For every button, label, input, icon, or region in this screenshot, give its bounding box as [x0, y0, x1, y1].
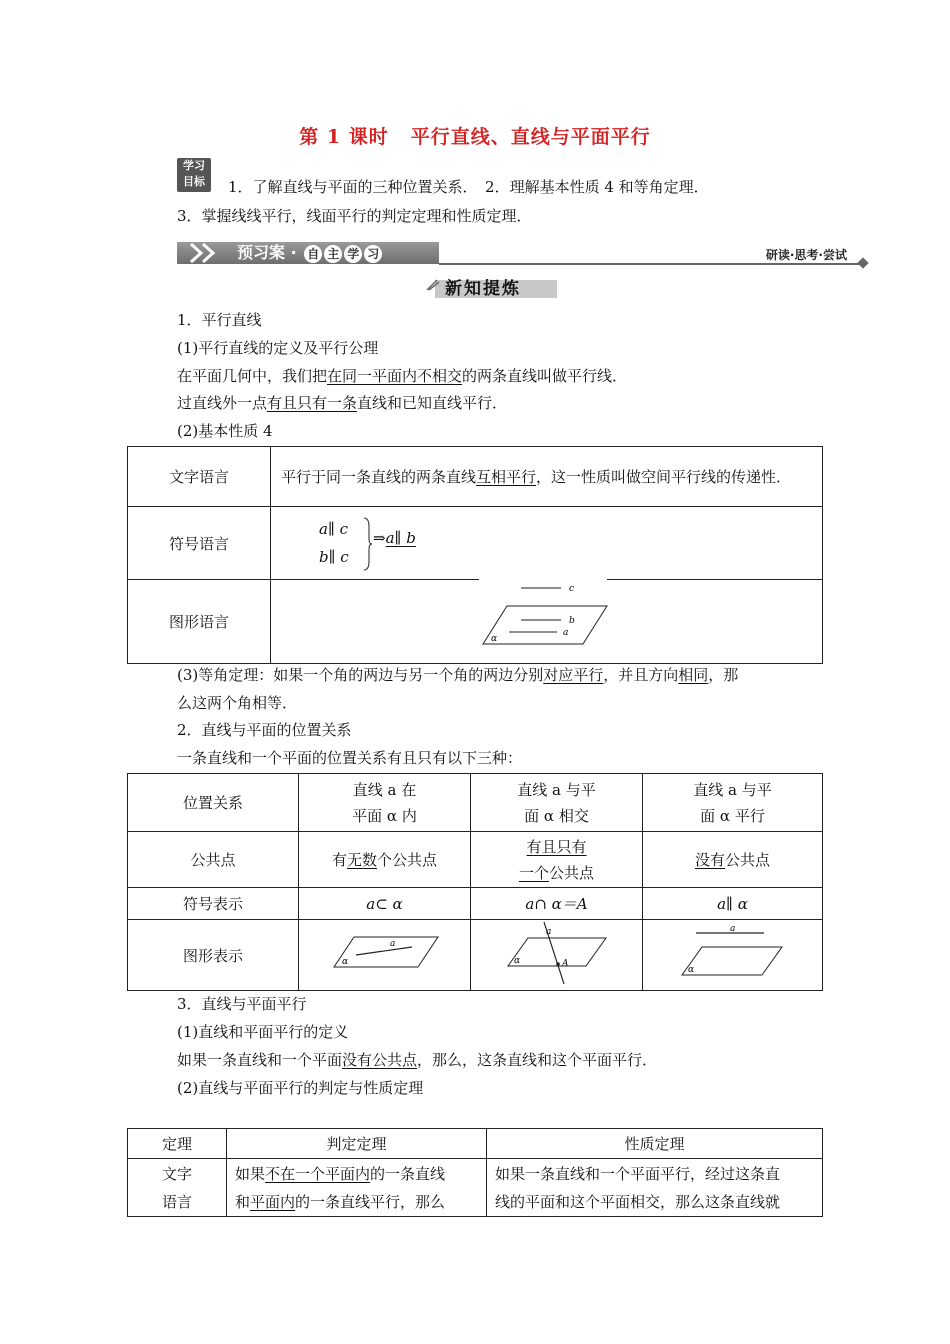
s1-paragraph-2 — [177, 392, 507, 413]
text: 的一条直线平行，那么 — [295, 1192, 446, 1211]
t2-cell-one — [471, 832, 643, 888]
fig-label-alpha: α — [687, 965, 694, 975]
t1-symbol-cell — [271, 507, 823, 580]
text: 面 α 平行 — [700, 806, 765, 825]
text: ，并且方向 — [603, 666, 679, 684]
diamond-icon — [857, 257, 868, 268]
text: 直线 a 在 — [352, 780, 417, 799]
fig-label-alpha: α — [491, 634, 498, 644]
banner-circle-4: 习 — [364, 245, 382, 263]
t3-header-1: 判定定理 — [227, 1129, 487, 1159]
s2-intro: 一条直线和一个平面的位置关系有且只有以下三种： — [177, 749, 523, 767]
text: 公共点 — [725, 851, 771, 869]
text: 如果一条直线和一个平面平行，经过这条直 — [495, 1164, 781, 1183]
t2-label-symbol: 符号表示 — [128, 888, 299, 920]
text: 个公共点 — [377, 851, 438, 869]
banner-rule — [439, 263, 867, 265]
symbol-result — [373, 529, 416, 547]
pen-icon — [425, 278, 441, 292]
symbol-line-2: b∥ c — [319, 548, 349, 566]
answer-underline: 没有 — [694, 851, 725, 869]
text: 的两条直线叫做平行线． — [462, 367, 628, 385]
fig-label-alpha: α — [513, 956, 520, 966]
text: 线的平面和这个平面相交，那么这条直线就 — [495, 1192, 781, 1211]
t1-figure-cell — [271, 580, 823, 664]
t2-symbol-parallel: a∥ α — [643, 888, 823, 920]
fig-label-a: a — [729, 924, 735, 934]
text: 平行于同一条直线的两条直线 — [281, 467, 477, 486]
fig-label-a: a — [545, 927, 551, 937]
text: 文字 — [161, 1164, 192, 1183]
goal-line-2: 3．掌握线线平行，线面平行的判定定理和性质定理． — [177, 207, 532, 225]
parallel-lines-figure — [481, 582, 621, 652]
fig-label-c: c — [569, 584, 575, 594]
s3-heading: 3．直线与平面平行 — [177, 995, 307, 1013]
text: 的一条直线 — [370, 1164, 446, 1183]
t1-label-figure: 图形语言 — [128, 580, 271, 664]
text: 有 — [331, 851, 347, 869]
s2-heading: 2．直线与平面的位置关系 — [177, 721, 352, 739]
t2-fig-in — [299, 920, 471, 991]
text: 直线 a 与平 — [517, 780, 596, 799]
t2-fig-intersect — [471, 920, 643, 991]
text: 公共点 — [549, 863, 595, 882]
text: 过直线外一点 — [177, 394, 268, 412]
learning-goals-badge — [177, 158, 211, 192]
subheading-text: 新知提炼 — [445, 279, 521, 299]
text: (3)等角定理：如果一个角的两边与另一个角的两边分别 — [177, 666, 544, 684]
s3-sub1: (1)直线和平面平行的定义 — [177, 1023, 349, 1041]
banner-right-text: 研读·思考·尝试 — [765, 248, 847, 262]
answer-underline: 有且只有 — [526, 837, 587, 856]
t3-header-2: 性质定理 — [487, 1129, 823, 1159]
t2-header-1 — [299, 774, 471, 832]
banner-label: 预习案 — [237, 243, 286, 262]
s1-sub1: (1)平行直线的定义及平行公理 — [177, 339, 379, 357]
answer-underline: 一个 — [518, 863, 549, 882]
text: ，这一性质叫做空间平行线的传递性． — [536, 467, 792, 486]
answer-underline: a∥ b — [385, 529, 416, 547]
preview-banner — [177, 238, 867, 266]
line-parallel-plane-figure — [678, 923, 788, 983]
fig-label-a: a — [389, 939, 395, 949]
answer-underline: 不在一个平面内 — [265, 1164, 371, 1183]
section-subheading — [425, 274, 557, 300]
text: 直线和已知直线平行． — [357, 394, 508, 412]
s1-paragraph-1 — [177, 365, 627, 386]
t2-cell-infinite — [299, 832, 471, 888]
t1-label-text: 文字语言 — [128, 447, 271, 507]
fig-label-a: a — [563, 628, 569, 638]
answer-underline: 互相平行 — [476, 467, 537, 486]
fig-label-b: b — [569, 616, 575, 626]
t2-cell-none — [643, 832, 823, 888]
property4-table — [127, 446, 823, 664]
answer-underline: 相同 — [678, 666, 709, 684]
t2-header-3 — [643, 774, 823, 832]
line-in-plane-figure — [330, 933, 440, 973]
banner-circle-3: 学 — [344, 245, 362, 263]
t1-text-cell — [271, 447, 823, 507]
t1-label-symbol: 符号语言 — [128, 507, 271, 580]
answer-underline: 对应平行 — [543, 666, 604, 684]
answer-underline: 平面内 — [250, 1192, 296, 1211]
s3-paragraph-1 — [177, 1049, 657, 1070]
text: 如果一条直线和一个平面 — [177, 1051, 343, 1069]
t2-label-common-points: 公共点 — [128, 832, 299, 888]
chevron-arrows-icon — [181, 242, 231, 264]
t2-header-0: 位置关系 — [128, 774, 299, 832]
position-relation-table — [127, 773, 823, 991]
symbol-lines — [319, 515, 349, 571]
t2-header-2 — [471, 774, 643, 832]
t3-label-text — [128, 1159, 227, 1217]
lesson-number: 第 1 课时 — [299, 126, 389, 148]
text: 和 — [235, 1192, 251, 1211]
text: ，那么，这条直线和这个平面平行． — [417, 1051, 658, 1069]
answer-underline: 无数 — [346, 851, 377, 869]
text: 平面 α 内 — [352, 806, 417, 825]
t3-judge-text — [227, 1159, 487, 1217]
t2-fig-parallel — [643, 920, 823, 991]
t2-label-figure: 图形表示 — [128, 920, 299, 991]
lesson-topic: 平行直线、直线与平面平行 — [410, 126, 651, 148]
goal-line-1: 1．了解直线与平面的三种位置关系． 2．理解基本性质 4 和等角定理． — [228, 178, 709, 196]
banner-circle-2: 主 — [324, 245, 342, 263]
s1-paragraph-3 — [177, 664, 738, 685]
theorem-table — [127, 1128, 823, 1217]
line-intersect-plane-figure — [502, 920, 612, 986]
t2-symbol-in: a⊂ α — [299, 888, 471, 920]
fig-label-A: A — [561, 959, 568, 969]
s1-sub2: (2)基本性质 4 — [177, 422, 273, 440]
fig-label-alpha: α — [341, 957, 348, 967]
text: 语言 — [161, 1192, 192, 1211]
s3-sub2: (2)直线与平面平行的判定与性质定理 — [177, 1079, 424, 1097]
badge-line-2: 目标 — [183, 175, 205, 188]
badge-line-1: 学习 — [183, 159, 205, 172]
text: 面 α 相交 — [524, 806, 589, 825]
t3-header-0: 定理 — [128, 1129, 227, 1159]
banner-circle-1: 自 — [304, 245, 322, 263]
banner-title — [237, 242, 382, 264]
t3-property-text — [487, 1159, 823, 1217]
brace-icon — [363, 517, 373, 571]
text: 直线 a 与平 — [693, 780, 772, 799]
banner-dot: · — [290, 243, 297, 262]
s1-heading: 1．平行直线 — [177, 311, 262, 329]
text: ，那 — [708, 666, 739, 684]
text: 在平面几何中，我们把 — [177, 367, 328, 385]
s1-paragraph-3-cont: 么这两个角相等． — [177, 694, 298, 712]
answer-underline: 没有公共点 — [342, 1051, 418, 1069]
text: 如果 — [235, 1164, 266, 1183]
answer-underline: 有且只有一条 — [267, 394, 358, 412]
implies-symbol: ⇒ — [373, 529, 386, 547]
symbol-line-1: a∥ c — [319, 520, 349, 538]
page-title — [0, 122, 950, 149]
t2-symbol-intersect: a∩ α＝A — [471, 888, 643, 920]
answer-underline: 在同一平面内不相交 — [327, 367, 463, 385]
